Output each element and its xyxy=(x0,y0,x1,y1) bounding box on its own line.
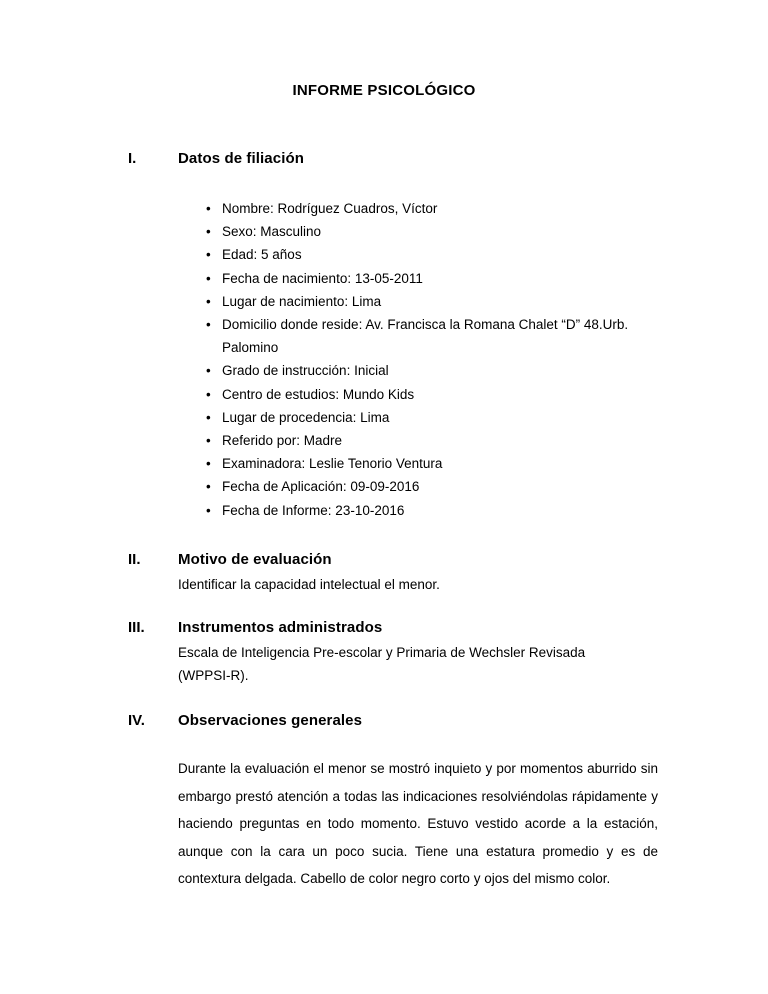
observaciones-body-text: Durante la evaluación el menor se mostró inquieto y por momentos aburrido sin embargo prestó atención a todas las indicaciones resolviéndolas rápidamente y haciendo preguntas en todo momento. Estuvo vestido acorde a la estación, aunque con la cara un poco sucia. Tiene una estatura promedio y es de contextura delgada. Cabello de color negro corto y ojos del mismo color. xyxy=(178,761,658,886)
section-title: Instrumentos administrados xyxy=(178,619,383,636)
list-item: • Lugar de procedencia: Lima xyxy=(206,406,658,429)
filiacion-bullet-list xyxy=(206,197,658,522)
list-item: • Fecha de Aplicación: 09-09-2016 xyxy=(206,475,658,498)
list-item: • Nombre: Rodríguez Cuadros, Víctor xyxy=(206,197,658,220)
list-item: • Sexo: Masculino xyxy=(206,220,658,243)
list-item: • Edad: 5 años xyxy=(206,243,658,266)
section-observaciones-generales xyxy=(128,712,668,729)
motivo-body-text: Identificar la capacidad intelectual el menor. xyxy=(178,577,440,592)
list-item: • Referido por: Madre xyxy=(206,429,658,452)
section-heading-row xyxy=(128,619,668,636)
list-item: • Domicilio donde reside: Av. Francisca la Romana Chalet “D” 48.Urb. Palomino xyxy=(206,313,658,359)
section-motivo-de-evaluacion xyxy=(128,551,668,568)
list-item: • Fecha de Informe: 23-10-2016 xyxy=(206,499,658,522)
section-heading-row xyxy=(128,712,668,729)
list-item: • Centro de estudios: Mundo Kids xyxy=(206,383,658,406)
section-numeral: IV. xyxy=(128,712,145,729)
section-heading-row xyxy=(128,150,668,167)
section-datos-de-filiacion xyxy=(128,150,668,167)
list-item: • Grado de instrucción: Inicial xyxy=(206,359,658,382)
page-title: INFORME PSICOLÓGICO xyxy=(292,82,476,99)
section-numeral: II. xyxy=(128,551,141,568)
list-item: • Lugar de nacimiento: Lima xyxy=(206,290,658,313)
section-numeral: III. xyxy=(128,619,145,636)
list-item: • Fecha de nacimiento: 13-05-2011 xyxy=(206,267,658,290)
section-title: Observaciones generales xyxy=(178,712,363,729)
section-title: Datos de filiación xyxy=(178,150,304,167)
instrumentos-body-text: Escala de Inteligencia Pre-escolar y Primaria de Wechsler Revisada (WPPSI-R). xyxy=(178,645,586,684)
section-title: Motivo de evaluación xyxy=(178,551,332,568)
section-instrumentos-administrados xyxy=(128,619,668,636)
list-item: • Examinadora: Leslie Tenorio Ventura xyxy=(206,452,658,475)
section-heading-row xyxy=(128,551,668,568)
section-numeral: I. xyxy=(128,150,137,167)
